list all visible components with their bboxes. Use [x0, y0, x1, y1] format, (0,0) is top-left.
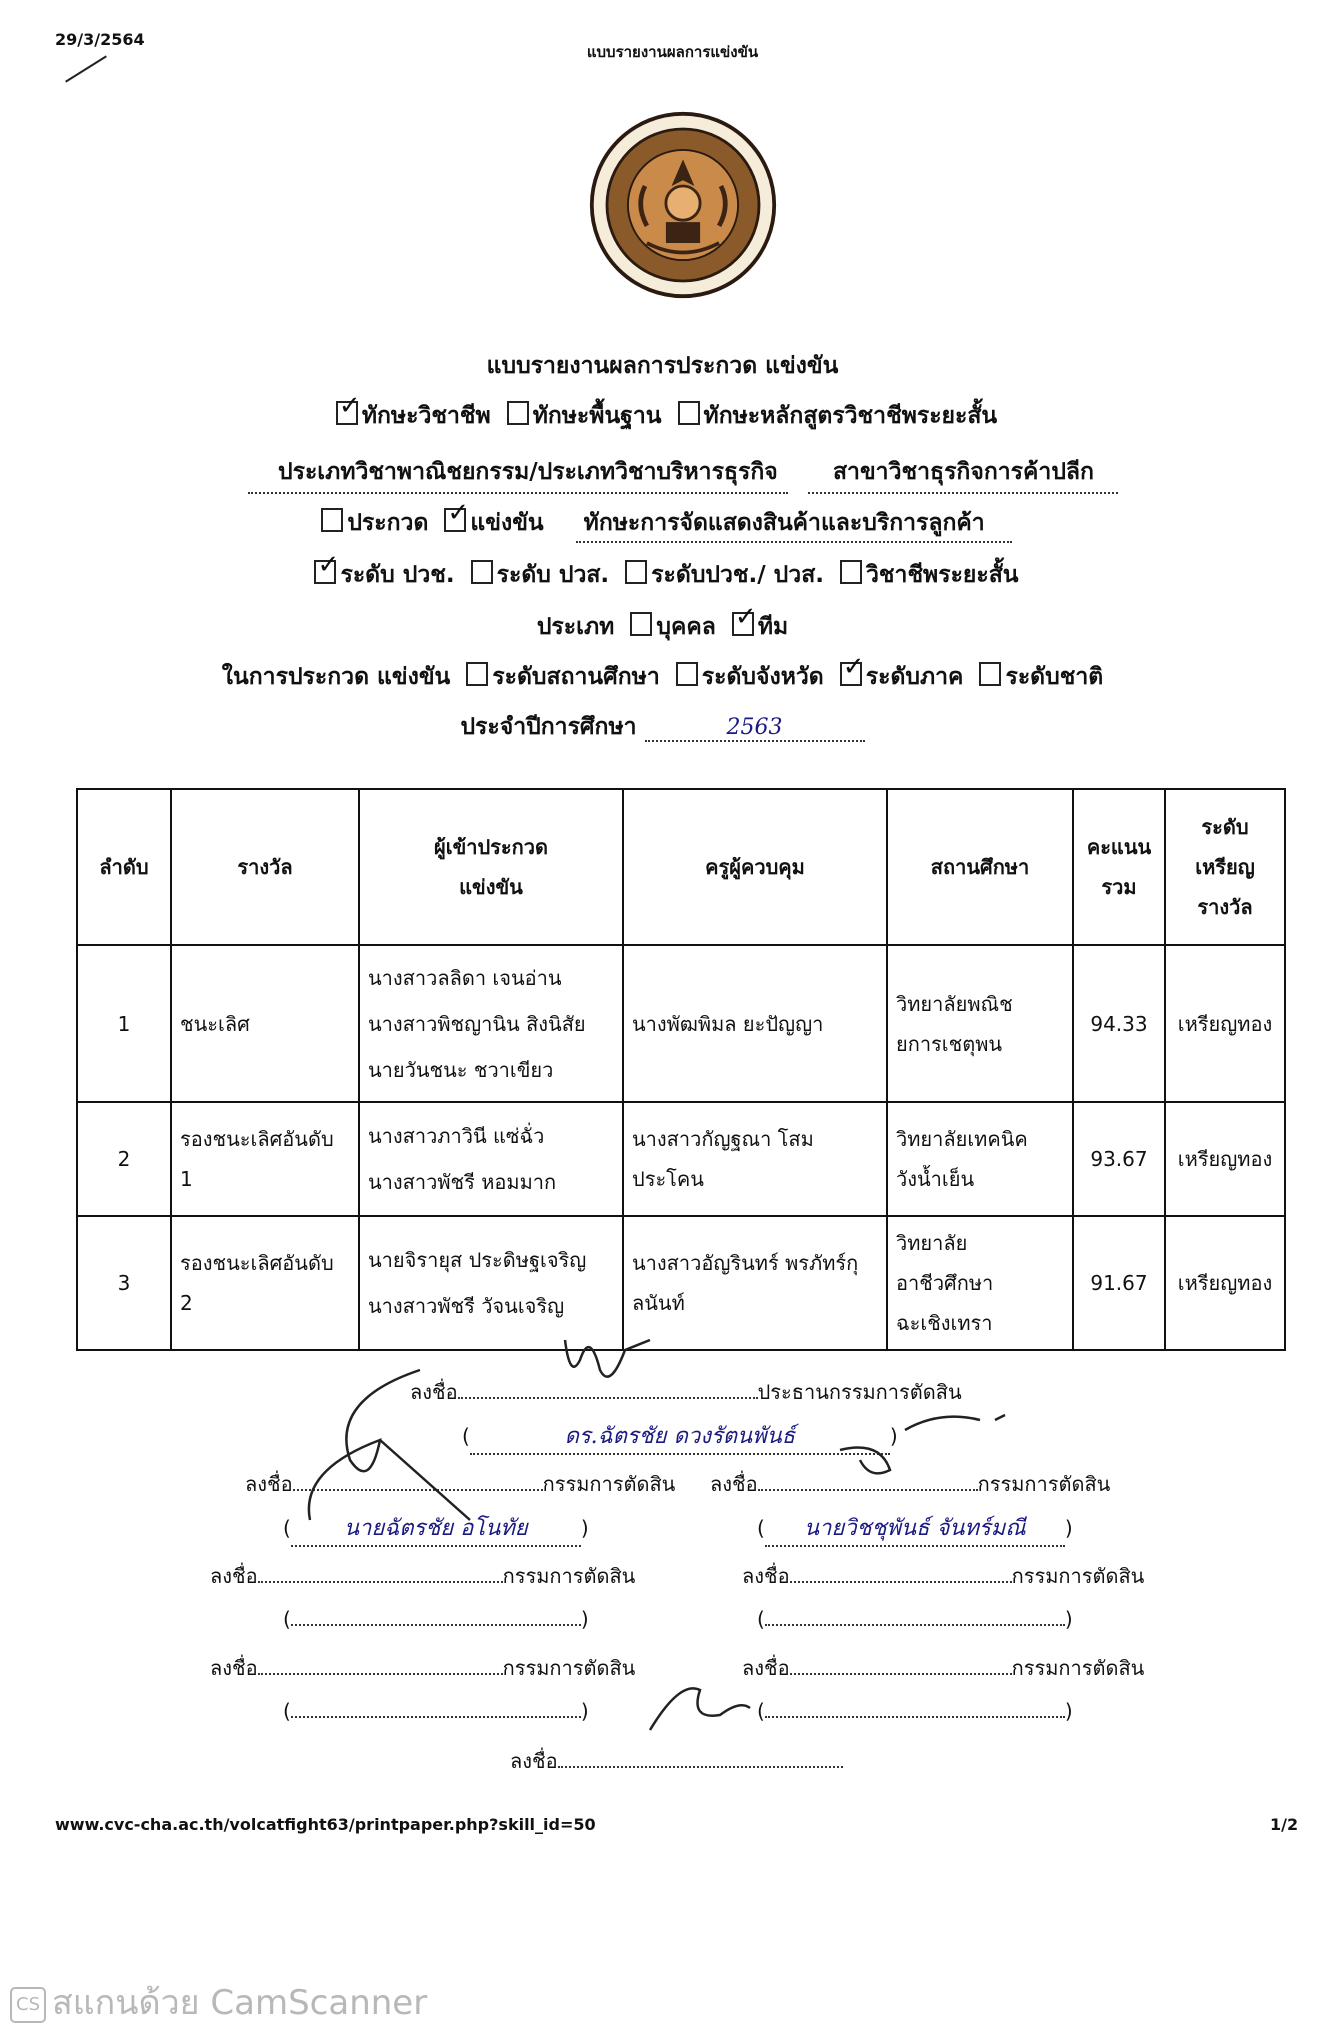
category-line [248, 450, 1118, 496]
checkbox-scope-school [466, 662, 488, 686]
header-line: เหรียญ [1195, 855, 1255, 879]
header-teacher: ครูผู้ควบคุม [623, 789, 887, 945]
cell-line: นางพัฒพิมล ยะปัญญา [632, 1011, 824, 1036]
judge-name-line-left: ( นายฉัตรชัย อโนทัย ) [283, 1510, 589, 1547]
checkbox-level-pvs [471, 560, 493, 584]
page-header-title: แบบรายงานผลการแข่งขัน [586, 43, 759, 61]
option-label: ทักษะพื้นฐาน [532, 403, 662, 429]
option-label: ระดับ ปวส. [496, 562, 610, 588]
competitor-name: นายวันชนะ ชวาเขียว [368, 1057, 554, 1082]
option-label: ทีม [757, 614, 789, 640]
checkbox-type-individual [630, 612, 652, 636]
judge-role: กรรมการตัดสิน [502, 1564, 636, 1588]
category-field [248, 450, 788, 494]
skill-name: ทักษะการจัดแสดงสินค้าและบริการลูกค้า [576, 505, 1012, 543]
option-label: ระดับปวช./ ปวส. [651, 562, 824, 588]
header-score [1073, 789, 1165, 945]
category-text: ประเภทวิชาพาณิชยกรรม/ประเภทวิชาบริหารธุรกิจ [278, 459, 778, 485]
sign-label: ลงชื่อ [742, 1656, 790, 1680]
judge-role: กรรมการตัดสิน [1011, 1656, 1145, 1680]
cell-line: ฉะเชิงเทรา [896, 1311, 993, 1335]
major-field [808, 450, 1118, 494]
option-label: ระดับภาค [865, 664, 964, 690]
cell-teacher [623, 945, 887, 1102]
chair-name: ดร.ฉัตรชัย ดวงรัตนพันธ์ [470, 1418, 890, 1455]
mode-line [0, 505, 1325, 543]
major-text: สาขาวิชาธุรกิจการค้าปลีก [833, 459, 1094, 485]
cell-line: นางสาวอัญรินทร์ พรภัทร์กุ [632, 1251, 859, 1275]
checkbox-skill-vocational [336, 401, 358, 425]
cell-line: 2 [180, 1291, 193, 1315]
camscanner-text: สแกนด้วย CamScanner [52, 1983, 428, 2023]
judge-role: กรรมการตัดสิน [502, 1656, 636, 1680]
camscanner-watermark [10, 1975, 427, 2029]
level-options [0, 557, 1325, 593]
option-label: บุคคล [656, 614, 716, 640]
cell-school [887, 945, 1073, 1102]
sign-label: ลงชื่อ [410, 1380, 458, 1404]
option-label: แข่งขัน [470, 510, 544, 536]
checkbox-scope-national [979, 662, 1001, 686]
footer-url: www.cvc-cha.ac.th/volcatfight63/printpaper.php?skill_id=50 [55, 1815, 596, 1834]
type-options [0, 609, 1325, 645]
checkbox-scope-province [676, 662, 698, 686]
cell-school [887, 1102, 1073, 1216]
header-medal [1165, 789, 1285, 945]
header-line: ผู้เข้าประกวด [434, 835, 548, 859]
cell-medal: เหรียญทอง [1165, 945, 1285, 1102]
competitor-name: นางสาวพัชรี วัจนเจริญ [368, 1294, 565, 1318]
table-row [77, 1102, 1285, 1216]
cell-line: 1 [180, 1167, 193, 1191]
cell-line: วิทยาลัยอาชีวศึกษา [896, 1231, 994, 1295]
cell-line: รองชนะเลิศอันดับ [180, 1251, 334, 1275]
header-award: รางวัล [171, 789, 359, 945]
document-date: 29/3/2564 [55, 30, 145, 49]
sign-label: ลงชื่อ [510, 1749, 558, 1773]
competitor-name: นางสาวพิชญานิน สิงนิสัย [368, 1011, 586, 1036]
header-no: ลำดับ [77, 789, 171, 945]
chair-role: ประธานกรรมการตัดสิน [757, 1380, 962, 1404]
option-label: ระดับจังหวัด [701, 664, 824, 690]
cell-no: 1 [77, 945, 171, 1102]
type-label: ประเภท [536, 614, 615, 640]
option-label: ระดับ ปวช. [340, 562, 455, 588]
cell-award [171, 1102, 359, 1216]
cell-teacher [623, 1102, 887, 1216]
table-row [77, 945, 1285, 1102]
option-label: ประกวด [347, 510, 429, 536]
judge-name-blank: ( ) [757, 1696, 1073, 1723]
checkbox-mode-contest [321, 508, 343, 532]
cell-score: 94.33 [1073, 945, 1165, 1102]
header-line: รวม [1101, 875, 1137, 899]
judge-role: กรรมการตัดสิน [542, 1472, 676, 1496]
checkbox-scope-region [840, 662, 862, 686]
results-table [76, 788, 1286, 1351]
competitor-name: นางสาวพัชรี หอมมาก [368, 1170, 557, 1194]
competitor-name: นางสาวลลิดา เจนอ่าน [368, 965, 562, 990]
cell-competitors [359, 1102, 623, 1216]
cell-line: รองชนะเลิศอันดับ [180, 1127, 334, 1151]
header-line: แข่งขัน [459, 875, 523, 899]
checkbox-skill-basic [507, 401, 529, 425]
handwritten-signatures [0, 1320, 1325, 1780]
scope-options [0, 659, 1325, 695]
option-label: วิชาชีพระยะสั้น [866, 562, 1019, 588]
chair-name-line: ( ดร.ฉัตรชัย ดวงรัตนพันธ์ ) [462, 1418, 898, 1455]
checkbox-level-short-course [840, 560, 862, 584]
sign-label: ลงชื่อ [742, 1564, 790, 1588]
academic-year-line [0, 709, 1325, 745]
checkbox-mode-competition [444, 508, 466, 532]
judge-name-blank: ( ) [283, 1604, 589, 1631]
judge-role: กรรมการตัดสิน [977, 1472, 1111, 1496]
header-line: รางวัล [1197, 895, 1253, 919]
header-line: ระดับ [1201, 815, 1249, 839]
cell-no: 2 [77, 1102, 171, 1216]
header-school: สถานศึกษา [887, 789, 1073, 945]
cell-no: 3 [77, 1216, 171, 1350]
academic-year-value: 2563 [645, 715, 865, 742]
academic-year-label: ประจำปีการศึกษา [460, 714, 637, 740]
judge-name-line-right: ( นายวิชชุพันธ์ จันทร์มณี ) [757, 1510, 1073, 1547]
checkbox-type-team [732, 612, 754, 636]
cell-line: วิทยาลัยเทคนิค [896, 1127, 1028, 1151]
checkbox-skill-short-course [678, 401, 700, 425]
option-label: ระดับสถานศึกษา [492, 664, 660, 690]
cell-line: ลนันท์ [632, 1291, 685, 1315]
competitor-name: นางสาวภาวินี แซ่ฉั่ว [368, 1124, 545, 1148]
sign-label: ลงชื่อ [245, 1472, 293, 1496]
judge-name-blank: ( ) [757, 1604, 1073, 1631]
form-title: แบบรายงานผลการประกวด แข่งขัน [486, 353, 839, 379]
option-label: ทักษะวิชาชีพ [361, 403, 491, 429]
cell-score: 91.67 [1073, 1216, 1165, 1350]
judge-name-blank: ( ) [283, 1696, 589, 1723]
cell-score: 93.67 [1073, 1102, 1165, 1216]
skill-type-options [0, 398, 1325, 434]
cell-line: ยการเชตุพน [896, 1031, 1003, 1056]
table-header-row [77, 789, 1285, 945]
cell-line: นางสาวกัญฐณา โสมประโคน [632, 1127, 814, 1191]
cell-competitors [359, 945, 623, 1102]
judge-role: กรรมการตัดสิน [1011, 1564, 1145, 1588]
cell-award [171, 945, 359, 1102]
header-competitor [359, 789, 623, 945]
sign-label: ลงชื่อ [710, 1472, 758, 1496]
judge-right-name: นายวิชชุพันธ์ จันทร์มณี [765, 1510, 1065, 1547]
option-label: ระดับชาติ [1005, 664, 1104, 690]
competitor-name: นายจิรายุส ประดิษฐเจริญ [368, 1248, 587, 1272]
checkbox-level-pvc-pvs [625, 560, 647, 584]
vocational-education-seal-logo [588, 110, 778, 300]
option-label: ทักษะหลักสูตรวิชาชีพระยะสั้น [703, 403, 998, 429]
page-number: 1/2 [1270, 1815, 1299, 1834]
header-line: คะแนน [1086, 835, 1152, 859]
sign-label: ลงชื่อ [210, 1656, 258, 1680]
sign-label: ลงชื่อ [210, 1564, 258, 1588]
judge-left-name: นายฉัตรชัย อโนทัย [291, 1510, 581, 1547]
cell-line: วิทยาลัยพณิช [896, 991, 1013, 1016]
cell-medal: เหรียญทอง [1165, 1102, 1285, 1216]
cell-line: ชนะเลิศ [180, 1011, 250, 1036]
camscanner-icon: CS [10, 1987, 46, 2023]
checkbox-level-pvc [314, 560, 336, 584]
scope-label: ในการประกวด แข่งขัน [221, 664, 451, 690]
cell-line: วังน้ำเย็น [896, 1167, 975, 1191]
cell-medal: เหรียญทอง [1165, 1216, 1285, 1350]
